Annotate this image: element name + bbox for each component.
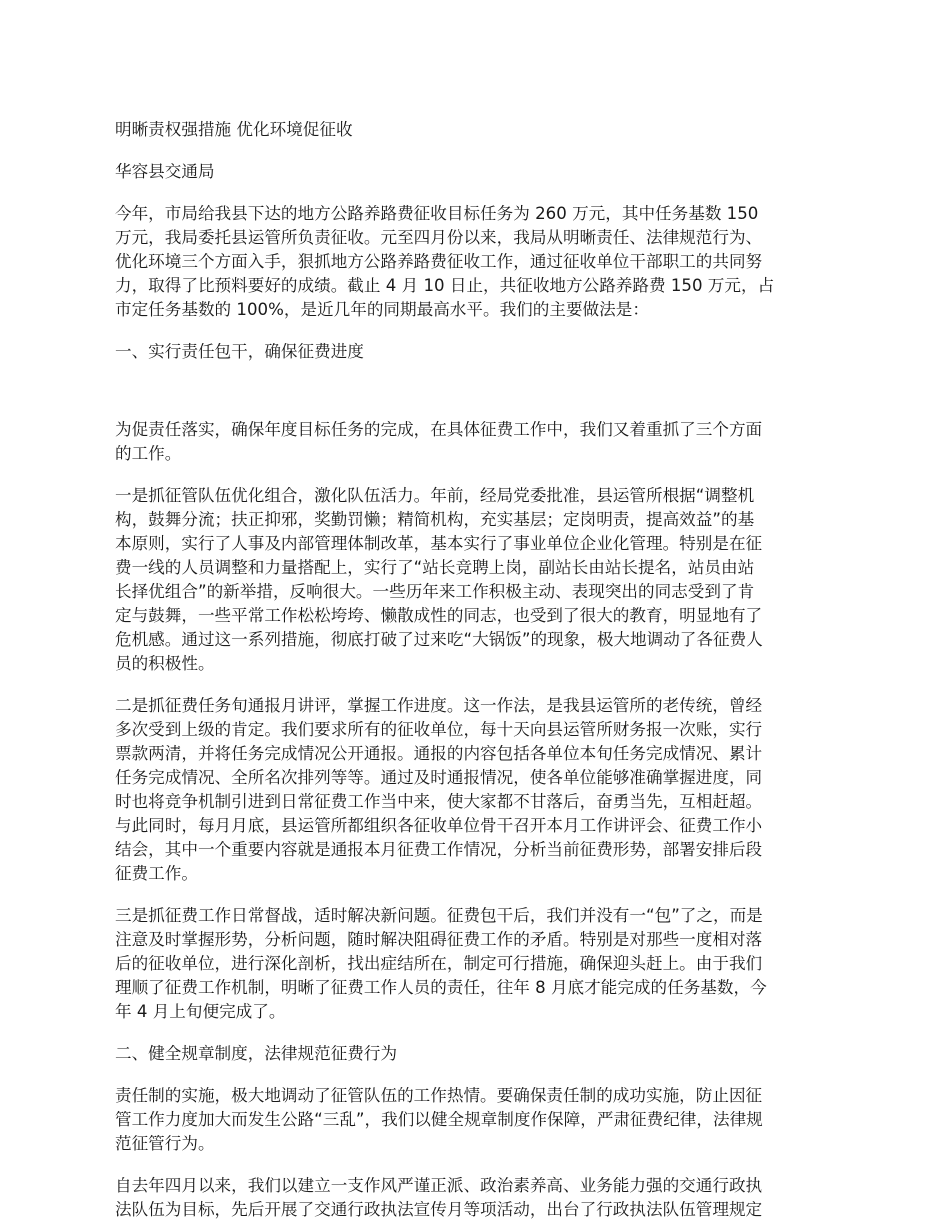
paragraph-line: 费一线的人员调整和力量搭配上，实行了“站长竞聘上岗，副站长由站长提名，站员由站	[115, 558, 755, 577]
paragraph-line: 注意及时掌握形势，分析问题，随时解决阻碍征费工作的矛盾。特别是对那些一度相对落	[115, 930, 763, 949]
paragraph-line: 法队伍为目标，先后开展了交通行政执法宣传月等项活动，出台了行政执法队伍管理规定	[115, 1200, 763, 1219]
paragraph-line: 多次受到上级的肯定。我们要求所有的征收单位，每十天向县运管所财务报一次账，实行	[115, 720, 763, 739]
paragraph-line: 长择优组合”的新举措，反响很大。一些历年来工作积极主动、表现突出的同志受到了肯	[115, 582, 755, 601]
paragraph-line: 理顺了征费工作机制，明晰了征费工作人员的责任，往年 8 月底才能完成的任务基数，今	[115, 978, 767, 997]
paragraph-line: 危机感。通过这一系列措施，彻底打破了过来吃“大锅饭”的现象，极大地调动了各征费人	[115, 630, 763, 649]
paragraph-section1-intro	[115, 418, 839, 466]
paragraph-line: 时也将竞争机制引进到日常征费工作当中来，使大家都不甘落后，奋勇当先，互相赶超。	[115, 792, 763, 811]
paragraph-line: 结会，其中一个重要内容就是通报本月征费工作情况，分析当前征费形势，部署安排后段	[115, 840, 763, 859]
paragraph-line: 管工作力度加大而发生公路“三乱”，我们以健全规章制度作保障，严肃征费纪律，法律规	[115, 1110, 763, 1129]
document-title: 明晰责权强措施 优化环境促征收	[115, 120, 353, 139]
paragraph-line: 市定任务基数的 100%，是近几年的同期最高水平。我们的主要做法是：	[115, 300, 649, 319]
paragraph-line: 责任制的实施，极大地调动了征管队伍的工作热情。要确保责任制的成功实施，防止因征	[115, 1086, 763, 1105]
paragraph-line: 优化环境三个方面入手，狠抓地方公路养路费征收工作，通过征收单位干部职工的共同努	[115, 252, 763, 271]
paragraph-line: 为促责任落实，确保年度目标任务的完成，在具体征费工作中，我们又着重抓了三个方面	[115, 420, 763, 439]
paragraph-point-2	[115, 694, 839, 886]
paragraph-line: 任务完成情况、全所名次排列等等。通过及时通报情况，使各单位能够准确掌握进度，同	[115, 768, 763, 787]
paragraph-line: 员的积极性。	[115, 654, 215, 673]
paragraph-line: 定与鼓舞，一些平常工作松松垮垮、懒散成性的同志，也受到了很大的教育，明显地有了	[115, 606, 763, 625]
paragraph-line: 二是抓征费任务旬通报月讲评，掌握工作进度。这一作法，是我县运管所的老传统，曾经	[115, 696, 763, 715]
paragraph-line: 自去年四月以来，我们以建立一支作风严谨正派、政治素养高、业务能力强的交通行政执	[115, 1176, 763, 1195]
paragraph-line: 与此同时，每月月底，县运管所都组织各征收单位骨干召开本月工作讲评会、征费工作小	[115, 816, 763, 835]
paragraph-line: 万元，我局委托县运管所负责征收。元至四月份以来，我局从明晰责任、法律规范行为、	[115, 228, 763, 247]
paragraph-line: 今年，市局给我县下达的地方公路养路费征收目标任务为 260 万元，其中任务基数 150	[115, 204, 759, 223]
paragraph-line: 力，取得了比预料要好的成绩。截止 4 月 10 日止，共征收地方公路养路费 150 万元，占	[115, 276, 775, 295]
paragraph-line: 本原则，实行了人事及内部管理体制改革，基本实行了事业单位企业化管理。特别是在征	[115, 534, 763, 553]
paragraph-intro	[115, 202, 839, 322]
paragraph-line: 票款两清，并将任务完成情况公开通报。通报的内容包括各单位本旬任务完成情况、累计	[115, 744, 763, 763]
section-heading-1: 一、实行责任包干，确保征费进度	[115, 342, 364, 361]
paragraph-point-1	[115, 484, 839, 676]
paragraph-line: 年 4 月上旬便完成了。	[115, 1002, 286, 1021]
paragraph-line: 的工作。	[115, 444, 182, 463]
paragraph-point-3	[115, 904, 839, 1024]
paragraph-line: 后的征收单位，进行深化剖析，找出症结所在，制定可行措施，确保迎头赶上。由于我们	[115, 954, 763, 973]
section-heading-2: 二、健全规章制度，法律规范征费行为	[115, 1044, 398, 1063]
paragraph-line: 征费工作。	[115, 864, 198, 883]
paragraph-line: 一是抓征管队伍优化组合，激化队伍活力。年前，经局党委批准，县运管所根据“调整机	[115, 486, 755, 505]
paragraph-section2-intro	[115, 1084, 839, 1156]
paragraph-section2-body	[115, 1174, 839, 1222]
document-page	[115, 118, 839, 1222]
paragraph-line: 三是抓征费工作日常督战，适时解决新问题。征费包干后，我们并没有一“包”了之，而是	[115, 906, 763, 925]
paragraph-line: 范征管行为。	[115, 1134, 215, 1153]
paragraph-line: 构，鼓舞分流；扶正抑邪，奖勤罚懒；精简机构，充实基层；定岗明责，提高效益”的基	[115, 510, 755, 529]
document-author: 华容县交通局	[115, 162, 215, 181]
